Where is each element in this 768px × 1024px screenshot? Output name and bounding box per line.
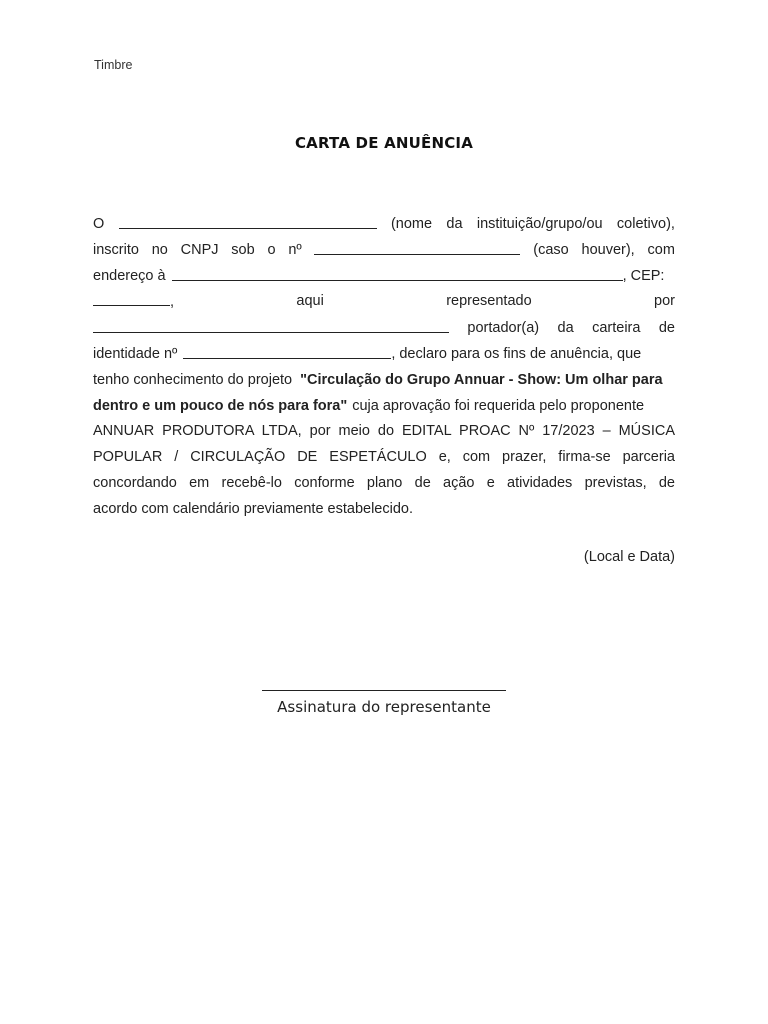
page-title: CARTA DE ANUÊNCIA	[294, 134, 474, 152]
local-and-date: (Local e Data)	[583, 549, 675, 565]
body-line: acordo com calendário previamente estabelecido.	[93, 500, 413, 517]
body-line: concordando em recebê-lo conforme plano de ação e atividades previstas, de	[93, 474, 675, 491]
body-line: O (nome da instituição/grupo/ou coletivo),	[93, 212, 675, 238]
body-line: identidade nº , declaro para os fins de anuência, que	[93, 342, 675, 368]
letterhead-placeholder: Timbre	[94, 58, 133, 72]
body-line: endereço à , CEP:	[93, 264, 675, 290]
project-title-continued: dentro e um pouco de nós para fora"	[93, 397, 348, 414]
signature-label: Assinatura do representante	[277, 698, 491, 716]
body-line: ANNUAR PRODUTORA LTDA, por meio do EDITAL PROAC Nº 17/2023 – MÚSICA	[93, 423, 675, 440]
signature-line	[262, 690, 506, 691]
body-line: POPULAR / CIRCULAÇÃO DE ESPETÁCULO e, com prazer, firma-se parceria	[93, 449, 675, 466]
body-line: tenho conhecimento do projeto "Circulação do Grupo Annuar - Show: Um olhar para	[93, 368, 675, 394]
body-line: dentro e um pouco de nós para fora" cuja aprovação foi requerida pelo proponente	[93, 394, 675, 420]
body-line: portador(a) da carteira de	[93, 316, 675, 342]
id-number-blank	[183, 342, 391, 359]
body-line: , aqui representado por	[93, 289, 675, 316]
institution-name-blank	[119, 212, 377, 229]
representative-name-blank	[93, 316, 449, 333]
letter-body	[93, 212, 675, 523]
address-blank	[172, 264, 623, 281]
body-line: inscrito no CNPJ sob o nº (caso houver), com	[93, 238, 675, 264]
cep-blank	[93, 289, 170, 306]
cnpj-blank	[314, 238, 520, 255]
project-title: "Circulação do Grupo Annuar - Show: Um olhar para	[300, 371, 663, 388]
